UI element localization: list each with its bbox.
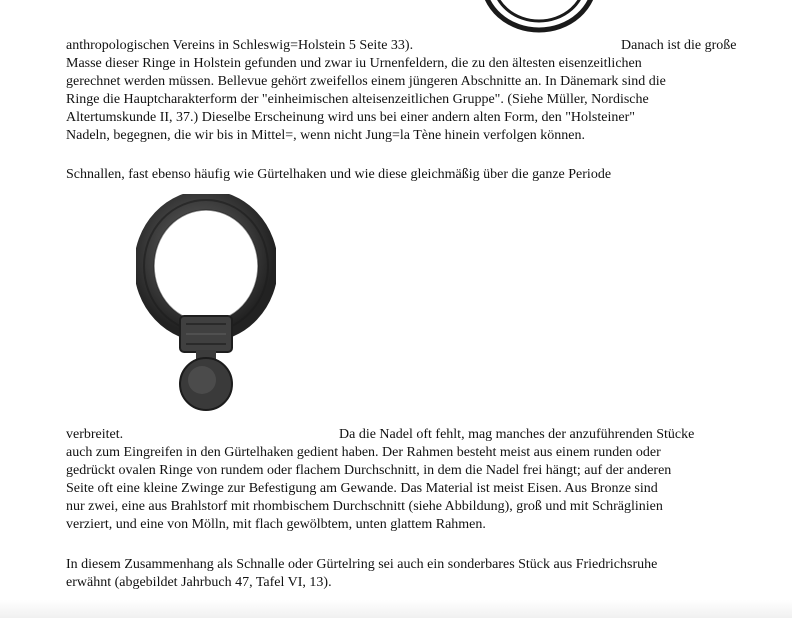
paragraph-2-line-6: nur zwei, eine aus Brahlstorf mit rhombischem Durchschnitt (siehe Abbildung), groß und mit Schräglinien [66, 499, 663, 514]
paragraph-1-line-3: gerechnet werden müssen. Bellevue gehört zweifellos einem jüngeren Abschnitte an. In Dänemark sind die [66, 74, 666, 89]
paragraph-3-line-1: In diesem Zusammenhang als Schnalle oder Gürtelring sei auch ein sonderbares Stück aus Friedrichsruhe [66, 557, 658, 572]
paragraph-2-line-1: Schnallen, fast ebenso häufig wie Gürtelhaken und wie diese gleichmäßig über die ganze Periode [66, 167, 612, 182]
paragraph-1-line-2: Masse dieser Ringe in Holstein gefunden und zwar iu Urnenfeldern, die zu den ältesten eisenzeitlichen [66, 56, 642, 71]
buckle-illustration [136, 194, 276, 426]
paragraph-2-line-7: verziert, und eine von Mölln, mit flach gewölbtem, unten glattem Rahmen. [66, 517, 486, 532]
paragraph-2-line-2a: verbreitet. [66, 427, 124, 442]
paragraph-2-line-3: auch zum Eingreifen in den Gürtelhaken gedient haben. Der Rahmen besteht meist aus einem runden oder [66, 445, 661, 460]
paragraph-2-line-2b: Da die Nadel oft fehlt, mag manches der anzuführenden Stücke [339, 427, 695, 442]
paragraph-1-line-4: Ringe die Hauptcharakterform der "einheimischen alteisenzeitlichen Gruppe". (Siehe Müller, Nordische [66, 92, 649, 107]
ring-illustration [478, 0, 600, 44]
paragraph-1-line-1a: anthropologischen Vereins in Schleswig=Holstein 5 Seite 33). [66, 38, 414, 53]
paragraph-1-line-1b: Danach ist die große [621, 38, 737, 53]
paragraph-1-line-6: Nadeln, begegnen, die wir bis in Mittel=, wenn nicht Jung=la Tène hinein verfolgen können. [66, 128, 586, 143]
paragraph-1-line-5: Altertumskunde II, 37.) Dieselbe Erscheinung wird uns bei einer andern alten Form, den "Holsteiner" [66, 110, 635, 125]
paragraph-3-line-2: erwähnt (abgebildet Jahrbuch 47, Tafel VI, 13). [66, 575, 332, 590]
bottom-edge [0, 600, 792, 618]
paragraph-2-line-5: Seite oft eine kleine Zwinge zur Befestigung am Gewande. Das Material ist meist Eisen. Aus Bronze sind [66, 481, 658, 496]
paragraph-2-line-4: gedrückt ovalen Ringe von rundem oder flachem Durchschnitt, in dem die Nadel frei hängt; auf der anderen [66, 463, 672, 478]
